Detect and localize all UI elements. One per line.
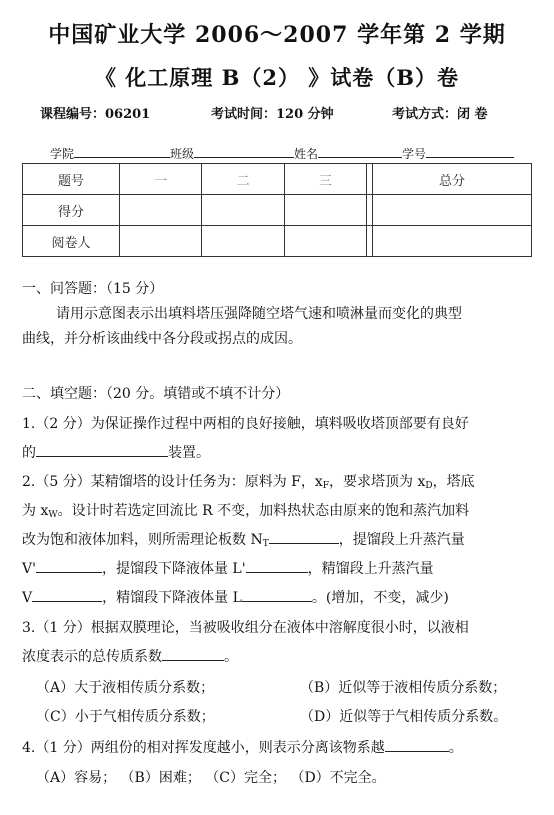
q3-option-d: （D）近似等于气相传质分系数。 [300,709,508,725]
q3-blank[interactable] [162,647,224,661]
q1-line1: 1.（2 分）为保证操作过程中两相的良好接触，填料吸收塔顶部要有良好 [22,416,469,432]
score-cell[interactable] [120,195,202,226]
class-field[interactable] [194,145,294,158]
q4-blank[interactable] [385,738,449,752]
score-cell[interactable] [202,195,284,226]
exam-title: 中国矿业大学 2006～2007 学年第 2 学期 [48,22,506,48]
table-row [23,226,532,257]
score-table [22,163,532,257]
q2-blank-v[interactable] [32,588,102,602]
id-field[interactable] [426,145,514,158]
student-info-row [50,145,514,162]
score-cell[interactable] [284,195,366,226]
q2-line2: 为 $x_W$。设计时若选定回流比 R 不变，加料热状态由原来的饱和蒸汽加料 [22,503,470,520]
row-label-question: 题号 [23,164,120,195]
q3-option-a: （A）大于液相传质分系数； [36,680,215,696]
q2-line4: V' ，提馏段下降液体量 L' ，精馏段上升蒸汽量 [22,561,434,577]
exam-time: 考试时间：120 分钟 [211,107,334,122]
q2-line5: V ，精馏段下降液体量 L 。(增加，不变，减少) [22,590,449,606]
college-field[interactable] [74,145,170,158]
score-cell[interactable] [373,195,532,226]
q1-blank[interactable] [36,443,168,457]
q3-option-c: （C）小于气相传质分系数； [36,709,215,725]
q2-blank-nt[interactable] [269,530,339,544]
table-row [23,195,532,226]
name-label: 姓名 [294,147,319,161]
grader-cell[interactable] [202,226,284,257]
q2-line3: 改为饱和液体加料，则所需理论板数 $N_T$ ，提馏段上升蒸汽量 [22,532,465,549]
class-label: 班级 [170,147,195,161]
q2-line1: 2.（5 分）某精馏塔的设计任务为：原料为 F，$x_F$，要求塔顶为 $x_D$，塔底 [22,474,475,491]
q2-blank-l-prime[interactable] [246,559,308,573]
q4-line1: 4.（1 分）两组份的相对挥发度越小，则表示分离该物系越 。 [22,740,463,756]
section2-heading: 二、填空题：（20 分。填错或不填不计分） [22,386,290,402]
col-header-1: 一 [120,164,202,195]
row-label-grader: 阅卷人 [23,226,120,257]
section1-line2: 曲线，并分析该曲线中各分段或拐点的成因。 [22,331,302,347]
grader-cell[interactable] [373,226,532,257]
q3-line1: 3.（1 分）根据双膜理论，当被吸收组分在液体中溶解度很小时，以液相 [22,620,469,636]
q1-line2: 的 装置。 [22,445,210,461]
row-label-score: 得分 [23,195,120,226]
grader-cell[interactable] [120,226,202,257]
id-label: 学号 [402,147,427,161]
name-field[interactable] [318,145,402,158]
grader-cell[interactable] [284,226,366,257]
q2-blank-l[interactable] [242,588,312,602]
q3-line2: 浓度表示的总传质系数 。 [22,649,238,665]
section1-line1: 请用示意图表示出填料塔压强降随空塔气速和喷淋量而变化的典型 [56,306,462,322]
exam-subtitle: 《 化工原理 B（2） 》试卷（B）卷 [94,65,460,90]
section1-heading: 一、问答题：（15 分） [22,281,164,297]
q2-blank-v-prime[interactable] [36,559,102,573]
col-header-2: 二 [202,164,284,195]
q3-option-b: （B）近似等于液相传质分系数； [300,680,507,696]
table-row [23,164,532,195]
q4-options: （A）容易； （B）困难； （C）完全； （D）不完全。 [36,770,386,786]
col-header-total: 总分 [373,164,532,195]
college-label: 学院 [50,147,75,161]
course-code: 课程编号：06201 [40,107,151,122]
col-header-3: 三 [284,164,366,195]
exam-mode: 考试方式：闭 卷 [392,107,488,122]
